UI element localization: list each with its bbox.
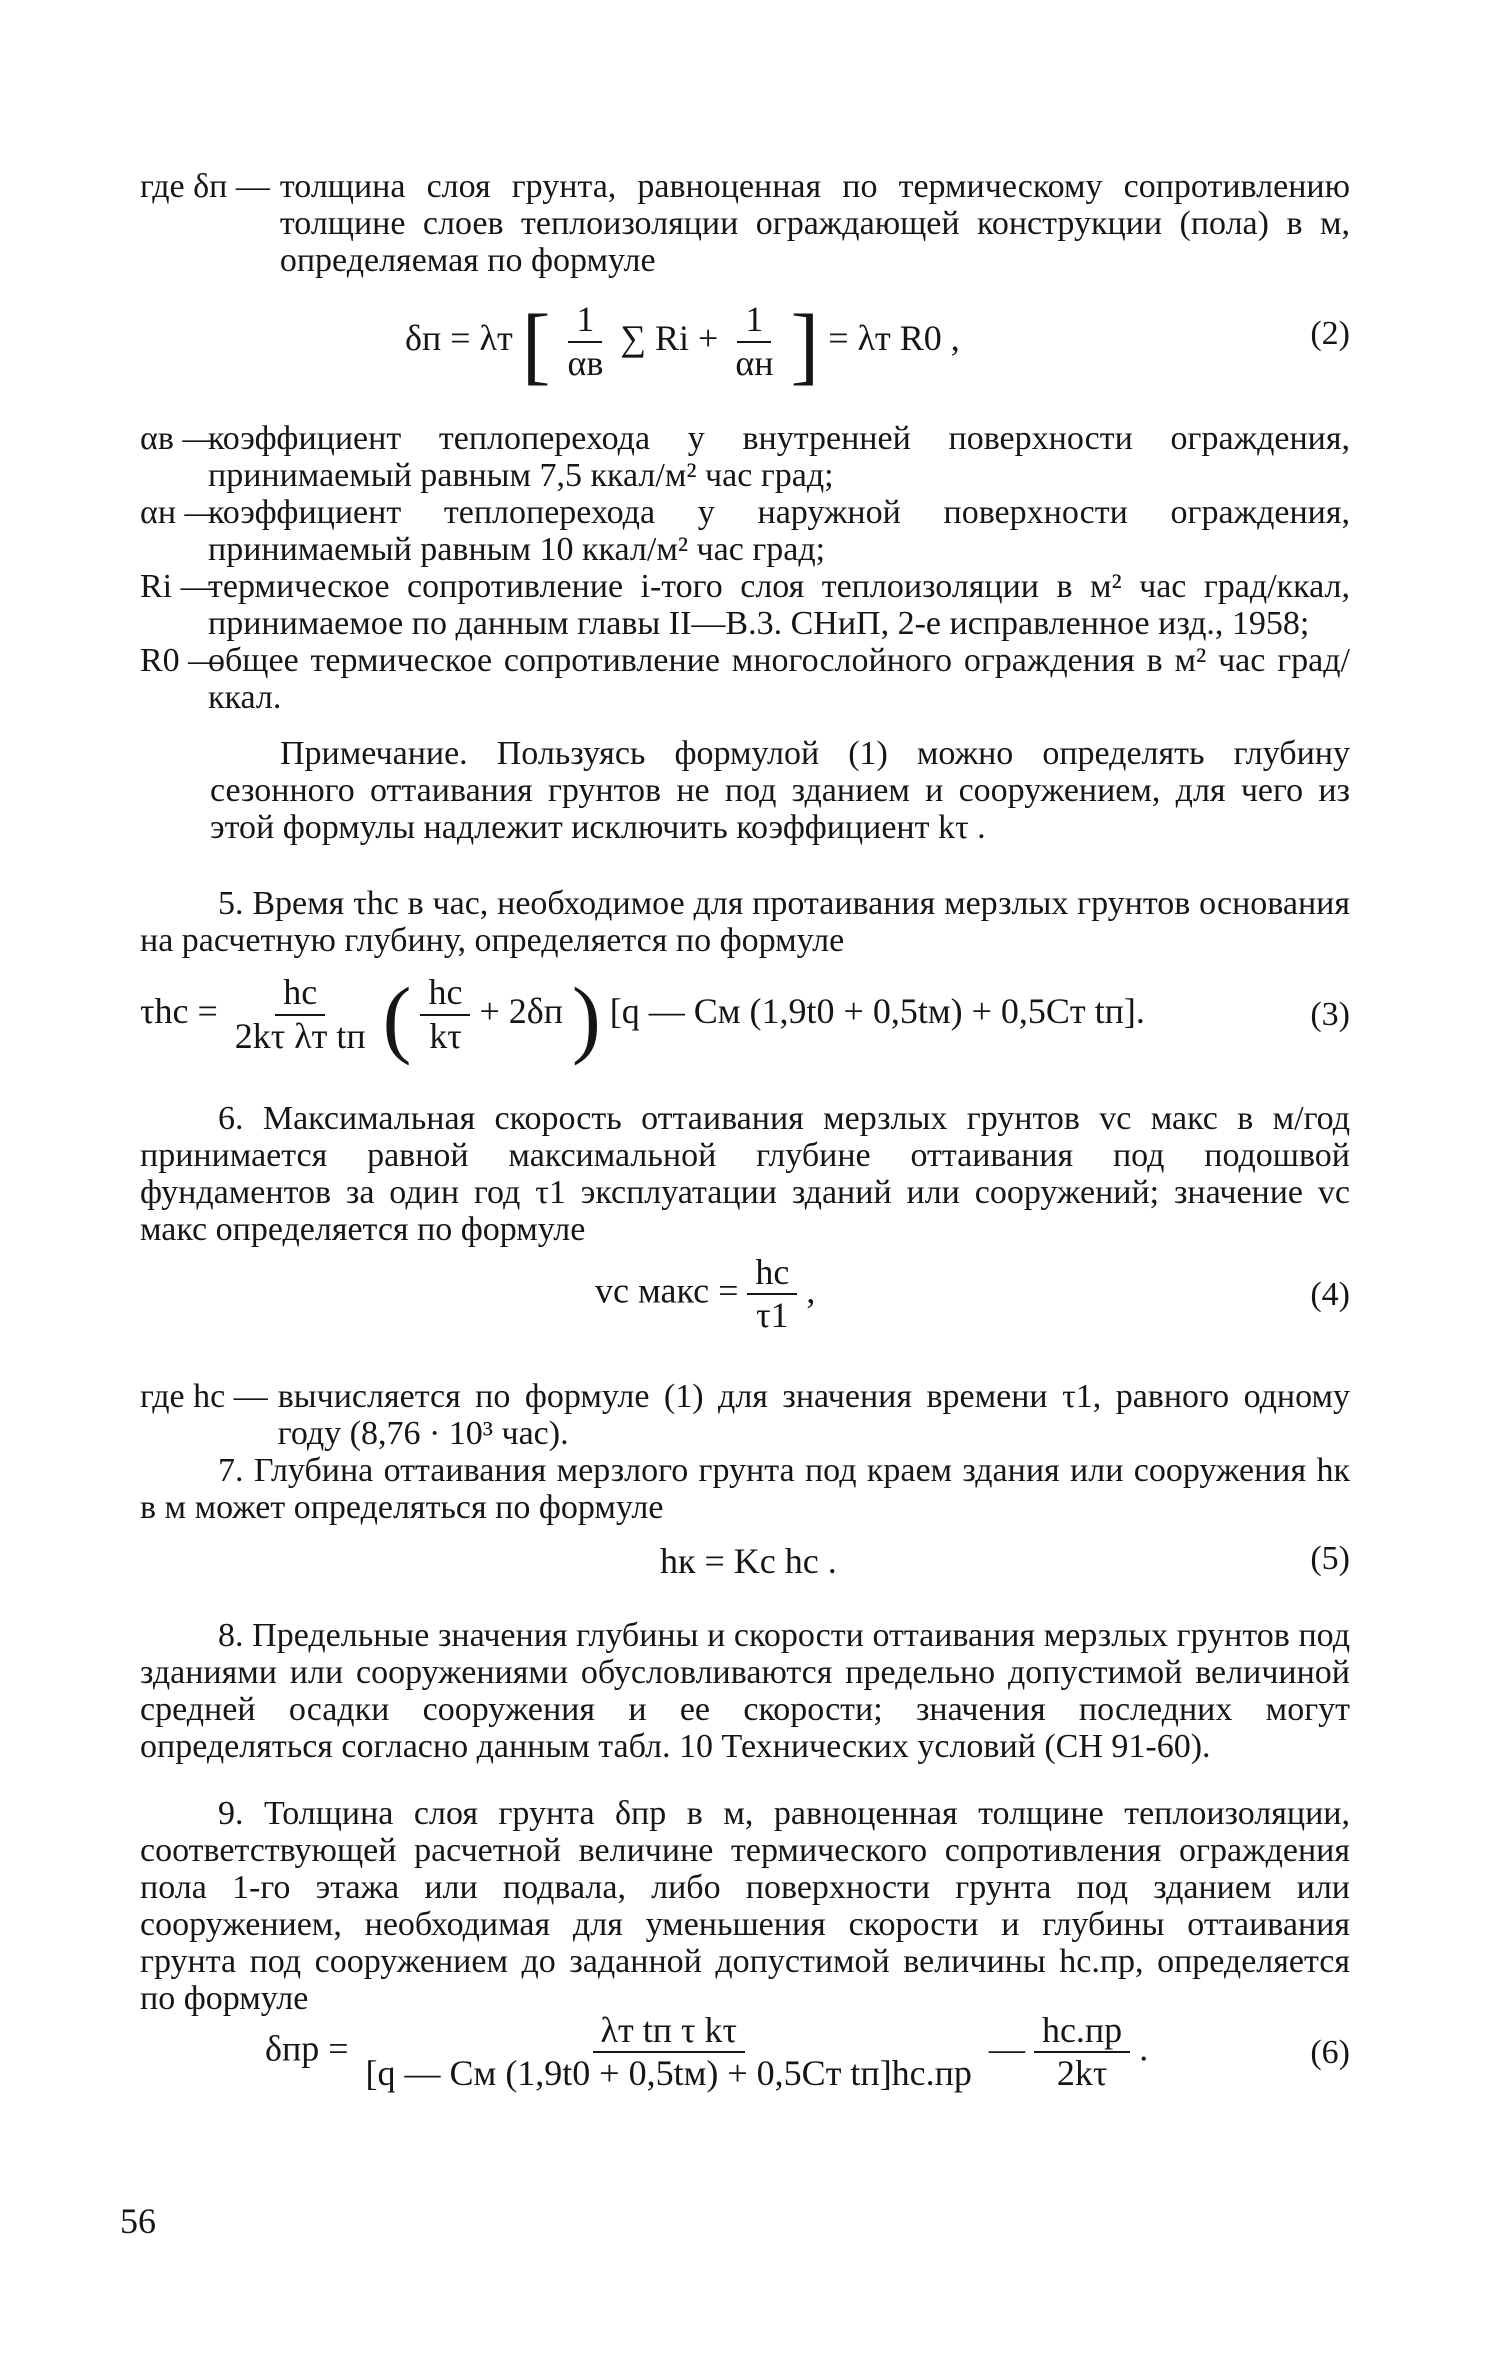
eq3-tail-1: + 2δп <box>479 990 563 1031</box>
bracket-close: ] <box>790 297 820 393</box>
fraction-denominator: [q — Cм (1,9t0 + 0,5tм) + 0,5Cт tп]hc.пр <box>365 2053 972 2094</box>
definition-text: толщина слоя грунта, равноценная по термическому сопротивлению толщине слоев теплоизоляции ограждающей конструкции (пола) в м, определяемая по формуле <box>279 168 1350 279</box>
equation-number: (3) <box>1310 996 1350 1033</box>
fraction-denominator: αн <box>735 342 774 383</box>
equation-2 <box>140 295 1350 393</box>
fraction-numerator: hc <box>275 972 325 1015</box>
fraction-numerator: hc.пр <box>1034 2010 1130 2053</box>
definition-item <box>140 568 1350 642</box>
definition-item <box>140 494 1350 568</box>
definition-text: вычисляется по формуле (1) для значения времени τ1, равного одному году (8,76 · 10³ час). <box>277 1378 1350 1452</box>
definitions-list <box>140 420 1350 716</box>
eq4-tail: , <box>806 1270 816 1311</box>
equation-number: (5) <box>1310 1540 1350 1577</box>
equation-3-body <box>140 968 1145 1068</box>
eq6-fraction-1 <box>358 2010 980 2095</box>
paragraph-5: 5. Время τhc в час, необходимое для протаивания мерзлых грунтов основания на расчетную глубину, определяется по формуле <box>140 885 1350 959</box>
fraction-denominator: τ1 <box>756 1295 789 1336</box>
definition-label: αв — <box>140 420 217 457</box>
equation-3 <box>140 968 1350 1078</box>
equation-number: (2) <box>1310 315 1350 352</box>
eq3-lhs: τhc = <box>140 990 218 1031</box>
eq2-sum: ∑ Ri + <box>620 317 719 358</box>
paragraph-9: 9. Толщина слоя грунта δпр в м, равноценная толщине теплоизоляции, соответствующей расчетной величине термического сопротивления ограждения пола 1-го этажа или подвала, либо поверхности грунта под зданием или сооружением, необходимая для уменьшения скорости и глубины оттаивания грунта под сооружением до заданной допустимой величины hc.пр, определяется по формуле <box>140 1795 1350 2017</box>
definition-text: термическое сопротивление i-того слоя теплоизоляции в м² час град/ккал, принимаемое по данным главы II—В.3. СНиП, 2-е исправленное изд., 1958; <box>208 568 1350 642</box>
equation-number: (4) <box>1310 1276 1350 1313</box>
eq4-lhs: vc макс = <box>595 1270 739 1311</box>
definition-item <box>140 642 1350 716</box>
eq3-fraction-1 <box>227 972 374 1057</box>
equation-number: (6) <box>1310 2034 1350 2071</box>
equation-5-body: hк = Kc hc . <box>660 1541 837 1581</box>
equation-5 <box>140 1540 1350 1590</box>
definition-label: Ri — <box>140 568 215 605</box>
equation-6 <box>140 2010 1350 2120</box>
fraction-denominator: kτ <box>429 1015 462 1056</box>
definition-label: где hc — <box>140 1378 268 1415</box>
eq2-fraction-1 <box>560 299 612 384</box>
fraction-numerator: λт tп τ kτ <box>593 2010 745 2053</box>
definition-label: αн — <box>140 494 219 531</box>
eq6-lhs: δпр = <box>265 2028 349 2069</box>
eq2-lhs: δп = λт <box>405 317 513 358</box>
fraction-numerator: hc <box>420 972 470 1015</box>
definition-hc <box>140 1378 1350 1452</box>
paren-close: ) <box>571 970 601 1066</box>
fraction-denominator: αв <box>567 342 604 383</box>
bracket-open: [ <box>521 297 551 393</box>
eq6-minus: — <box>988 2028 1025 2069</box>
eq4-fraction <box>747 1252 797 1337</box>
equation-6-body <box>265 2010 1148 2095</box>
paragraph-8: 8. Предельные значения глубины и скорости оттаивания мерзлых грунтов под зданиями или сооружениями обусловливаются предельно допустимой величиной средней осадки сооружения и ее скорости; значения последних могут определяться согласно данным табл. 10 Технических условий (СН 91-60). <box>140 1617 1350 1765</box>
eq2-rhs: = λт R0 , <box>828 317 960 358</box>
definition-item <box>140 420 1350 494</box>
page-number: 56 <box>120 2201 156 2241</box>
note-paragraph: Примечание. Пользуясь формулой (1) можно определять глубину сезонного оттаивания грунтов не под зданием и сооружением, для чего из этой формулы надлежит исключить коэффициент kτ . <box>210 735 1350 846</box>
eq3-tail-2: [q — Cм (1,9t0 + 0,5tм) + 0,5Cт tп]. <box>609 990 1145 1031</box>
definition-label: R0 — <box>140 642 223 679</box>
eq2-fraction-2 <box>727 299 781 384</box>
definition-label: где δп — <box>140 168 270 205</box>
fraction-numerator: hc <box>747 1252 797 1295</box>
fraction-denominator: 2kτ λт tп <box>234 1015 366 1056</box>
equation-4 <box>140 1252 1350 1352</box>
paragraph-7: 7. Глубина оттаивания мерзлого грунта под краем здания или сооружения hк в м может определяться по формуле <box>140 1452 1350 1526</box>
paragraph-6: 6. Максимальная скорость оттаивания мерзлых грунтов vc макс в м/год принимается равной максимальной глубине оттаивания под подошвой фундаментов за один год τ1 эксплуатации зданий или сооружений; значение vc макс определяется по формуле <box>140 1100 1350 1248</box>
fraction-denominator: 2kτ <box>1056 2053 1108 2094</box>
definition-text: общее термическое сопротивление многослойного ограждения в м² час град/ккал. <box>208 642 1350 716</box>
fraction-numerator: 1 <box>737 299 771 342</box>
definition-text: коэффициент теплоперехода у наружной поверхности ограждения, принимаемый равным 10 ккал/м² час град; <box>208 494 1350 568</box>
definition-delta-p <box>140 168 1350 279</box>
eq3-fraction-2 <box>420 972 470 1057</box>
fraction-numerator: 1 <box>568 299 602 342</box>
equation-2-body <box>405 295 960 395</box>
paren-open: ( <box>382 970 412 1066</box>
definition-text: коэффициент теплоперехода у внутренней поверхности ограждения, принимаемый равным 7,5 ккал/м² час град; <box>208 420 1350 494</box>
eq6-fraction-2 <box>1034 2010 1130 2095</box>
equation-4-body <box>595 1252 815 1337</box>
eq6-tail: . <box>1139 2028 1149 2069</box>
